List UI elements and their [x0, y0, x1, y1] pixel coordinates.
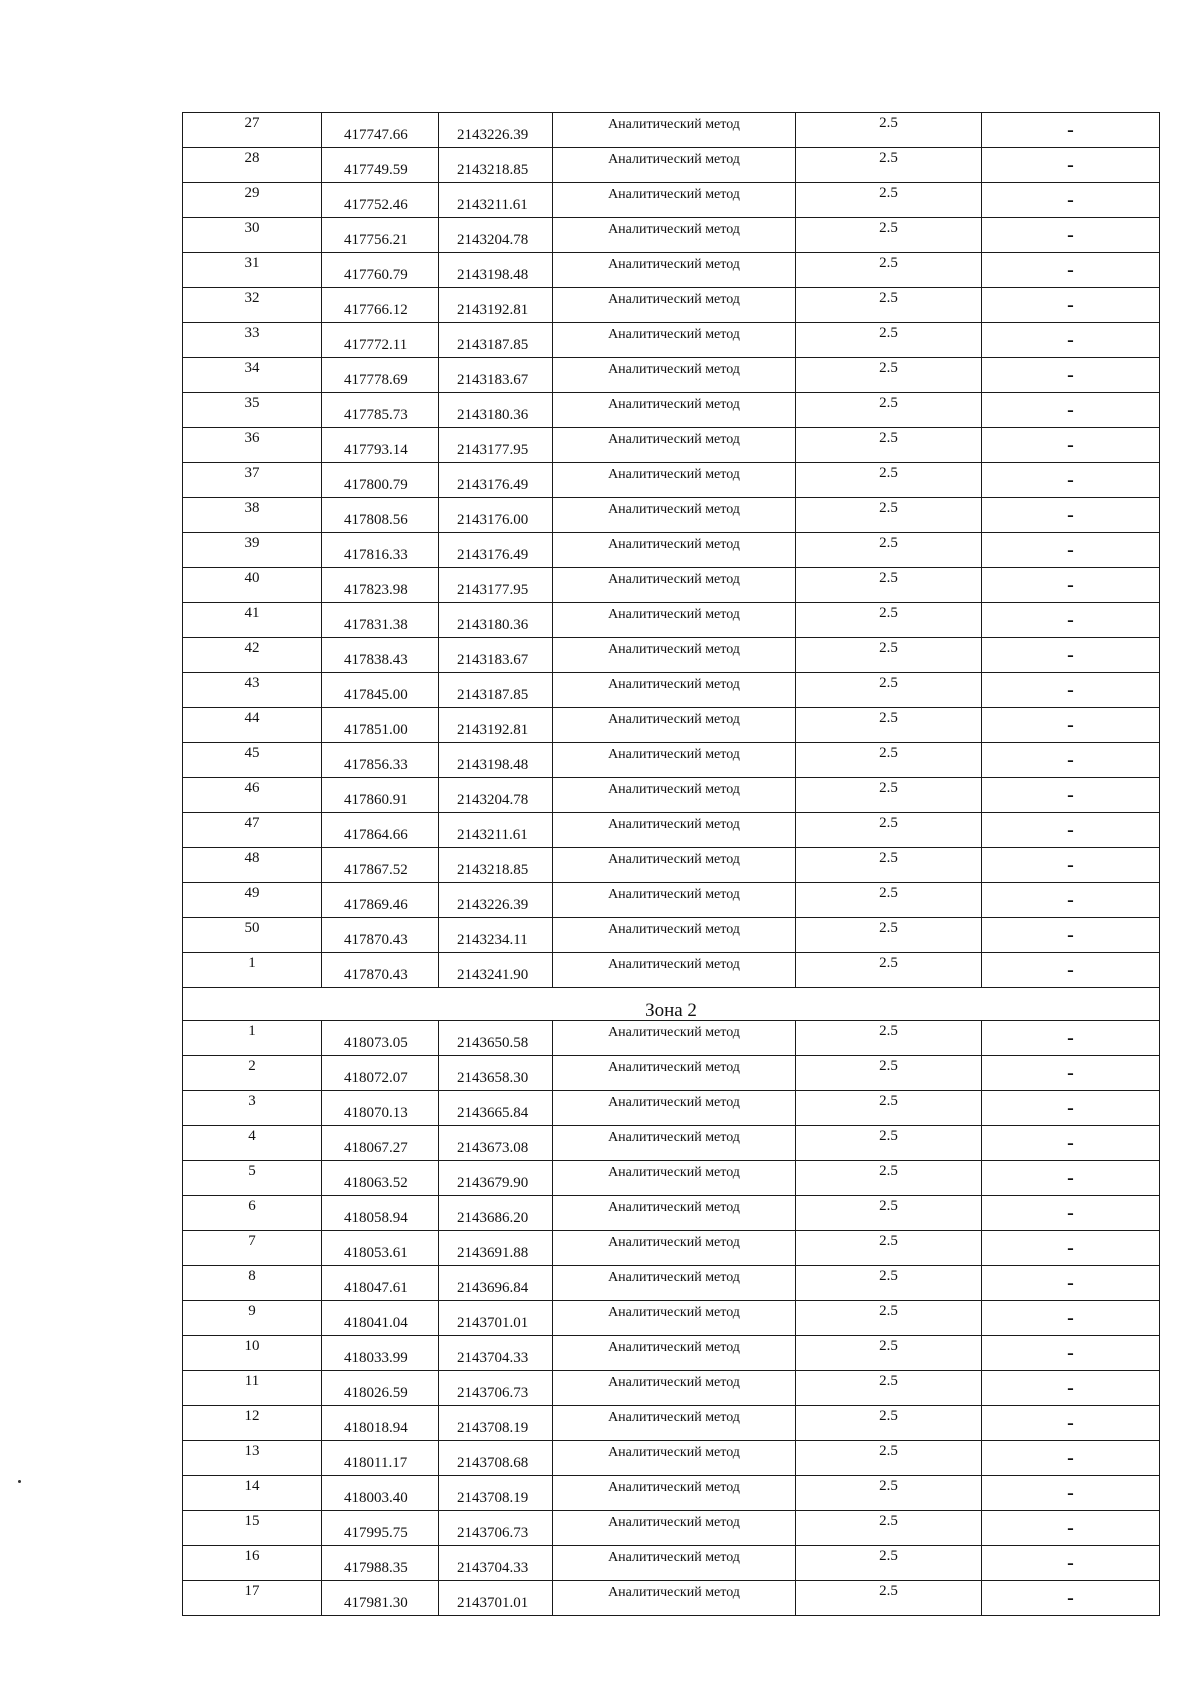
- method-cell: Аналитический метод: [553, 1021, 796, 1056]
- point-number-cell: 35: [183, 393, 322, 428]
- accuracy-cell: 2.5: [796, 638, 982, 673]
- table-row: [183, 778, 1160, 813]
- description-cell: -: [982, 953, 1160, 988]
- point-number-cell: 32: [183, 288, 322, 323]
- accuracy-cell: 2.5: [796, 1441, 982, 1476]
- accuracy-cell: 2.5: [796, 673, 982, 708]
- accuracy-cell: 2.5: [796, 533, 982, 568]
- x-coordinate-cell: 417766.12: [322, 288, 439, 323]
- y-coordinate-cell: 2143218.85: [439, 848, 553, 883]
- description-cell: -: [982, 778, 1160, 813]
- y-coordinate-cell: 2143187.85: [439, 673, 553, 708]
- y-coordinate-cell: 2143177.95: [439, 568, 553, 603]
- point-number-cell: 7: [183, 1231, 322, 1266]
- table-row: [183, 253, 1160, 288]
- x-coordinate-cell: 418053.61: [322, 1231, 439, 1266]
- point-number-cell: 45: [183, 743, 322, 778]
- point-number-cell: 3: [183, 1091, 322, 1126]
- table-row: [183, 183, 1160, 218]
- y-coordinate-cell: 2143650.58: [439, 1021, 553, 1056]
- x-coordinate-cell: 417995.75: [322, 1511, 439, 1546]
- x-coordinate-cell: 417800.79: [322, 463, 439, 498]
- x-coordinate-cell: 417851.00: [322, 708, 439, 743]
- table-row: [183, 883, 1160, 918]
- method-cell: Аналитический метод: [553, 1161, 796, 1196]
- y-coordinate-cell: 2143204.78: [439, 218, 553, 253]
- point-number-cell: 2: [183, 1056, 322, 1091]
- table-row: [183, 1406, 1160, 1441]
- table-row: [183, 1441, 1160, 1476]
- y-coordinate-cell: 2143183.67: [439, 358, 553, 393]
- method-cell: Аналитический метод: [553, 1511, 796, 1546]
- table-row: [183, 218, 1160, 253]
- description-cell: -: [982, 1511, 1160, 1546]
- method-cell: Аналитический метод: [553, 1371, 796, 1406]
- method-cell: Аналитический метод: [553, 533, 796, 568]
- description-cell: -: [982, 498, 1160, 533]
- description-cell: -: [982, 1406, 1160, 1441]
- y-coordinate-cell: 2143696.84: [439, 1266, 553, 1301]
- y-coordinate-cell: 2143708.19: [439, 1476, 553, 1511]
- x-coordinate-cell: 417860.91: [322, 778, 439, 813]
- method-cell: Аналитический метод: [553, 883, 796, 918]
- method-cell: Аналитический метод: [553, 1126, 796, 1161]
- y-coordinate-cell: 2143708.19: [439, 1406, 553, 1441]
- method-cell: Аналитический метод: [553, 1231, 796, 1266]
- x-coordinate-cell: 418041.04: [322, 1301, 439, 1336]
- accuracy-cell: 2.5: [796, 498, 982, 533]
- table-row: [183, 148, 1160, 183]
- y-coordinate-cell: 2143658.30: [439, 1056, 553, 1091]
- method-cell: Аналитический метод: [553, 288, 796, 323]
- x-coordinate-cell: 418011.17: [322, 1441, 439, 1476]
- x-coordinate-cell: 417870.43: [322, 953, 439, 988]
- point-number-cell: 27: [183, 113, 322, 148]
- point-number-cell: 9: [183, 1301, 322, 1336]
- point-number-cell: 38: [183, 498, 322, 533]
- accuracy-cell: 2.5: [796, 603, 982, 638]
- accuracy-cell: 2.5: [796, 428, 982, 463]
- accuracy-cell: 2.5: [796, 148, 982, 183]
- method-cell: Аналитический метод: [553, 1056, 796, 1091]
- method-cell: Аналитический метод: [553, 1336, 796, 1371]
- description-cell: -: [982, 1336, 1160, 1371]
- y-coordinate-cell: 2143226.39: [439, 113, 553, 148]
- y-coordinate-cell: 2143180.36: [439, 393, 553, 428]
- description-cell: -: [982, 813, 1160, 848]
- point-number-cell: 14: [183, 1476, 322, 1511]
- point-number-cell: 36: [183, 428, 322, 463]
- table-row: [183, 918, 1160, 953]
- x-coordinate-cell: 417988.35: [322, 1546, 439, 1581]
- accuracy-cell: 2.5: [796, 288, 982, 323]
- method-cell: Аналитический метод: [553, 463, 796, 498]
- table-row: [183, 1546, 1160, 1581]
- x-coordinate-cell: 418067.27: [322, 1126, 439, 1161]
- x-coordinate-cell: 417816.33: [322, 533, 439, 568]
- accuracy-cell: 2.5: [796, 953, 982, 988]
- accuracy-cell: 2.5: [796, 743, 982, 778]
- point-number-cell: 40: [183, 568, 322, 603]
- accuracy-cell: 2.5: [796, 1301, 982, 1336]
- y-coordinate-cell: 2143226.39: [439, 883, 553, 918]
- method-cell: Аналитический метод: [553, 218, 796, 253]
- point-number-cell: 50: [183, 918, 322, 953]
- table-row: [183, 1126, 1160, 1161]
- method-cell: Аналитический метод: [553, 1476, 796, 1511]
- accuracy-cell: 2.5: [796, 1266, 982, 1301]
- point-number-cell: 33: [183, 323, 322, 358]
- y-coordinate-cell: 2143183.67: [439, 638, 553, 673]
- x-coordinate-cell: 417823.98: [322, 568, 439, 603]
- description-cell: -: [982, 1161, 1160, 1196]
- point-number-cell: 41: [183, 603, 322, 638]
- method-cell: Аналитический метод: [553, 148, 796, 183]
- method-cell: Аналитический метод: [553, 323, 796, 358]
- table-row: [183, 953, 1160, 988]
- method-cell: Аналитический метод: [553, 1546, 796, 1581]
- y-coordinate-cell: 2143679.90: [439, 1161, 553, 1196]
- y-coordinate-cell: 2143706.73: [439, 1511, 553, 1546]
- y-coordinate-cell: 2143211.61: [439, 183, 553, 218]
- x-coordinate-cell: 418072.07: [322, 1056, 439, 1091]
- x-coordinate-cell: 417831.38: [322, 603, 439, 638]
- point-number-cell: 1: [183, 1021, 322, 1056]
- table-row: [183, 1511, 1160, 1546]
- point-number-cell: 16: [183, 1546, 322, 1581]
- table-row: [183, 813, 1160, 848]
- x-coordinate-cell: 418003.40: [322, 1476, 439, 1511]
- description-cell: -: [982, 1231, 1160, 1266]
- description-cell: -: [982, 253, 1160, 288]
- accuracy-cell: 2.5: [796, 1511, 982, 1546]
- description-cell: -: [982, 1266, 1160, 1301]
- y-coordinate-cell: 2143192.81: [439, 288, 553, 323]
- accuracy-cell: 2.5: [796, 1336, 982, 1371]
- y-coordinate-cell: 2143211.61: [439, 813, 553, 848]
- x-coordinate-cell: 418070.13: [322, 1091, 439, 1126]
- x-coordinate-cell: 417752.46: [322, 183, 439, 218]
- x-coordinate-cell: 417749.59: [322, 148, 439, 183]
- y-coordinate-cell: 2143180.36: [439, 603, 553, 638]
- y-coordinate-cell: 2143198.48: [439, 253, 553, 288]
- point-number-cell: 30: [183, 218, 322, 253]
- coordinates-table: [182, 112, 1160, 1616]
- table-row: [183, 463, 1160, 498]
- table-row: [183, 428, 1160, 463]
- accuracy-cell: 2.5: [796, 883, 982, 918]
- description-cell: -: [982, 1581, 1160, 1616]
- table-row: [183, 113, 1160, 148]
- description-cell: -: [982, 358, 1160, 393]
- y-coordinate-cell: 2143708.68: [439, 1441, 553, 1476]
- method-cell: Аналитический метод: [553, 918, 796, 953]
- point-number-cell: 1: [183, 953, 322, 988]
- description-cell: -: [982, 848, 1160, 883]
- description-cell: -: [982, 428, 1160, 463]
- method-cell: Аналитический метод: [553, 813, 796, 848]
- y-coordinate-cell: 2143192.81: [439, 708, 553, 743]
- point-number-cell: 17: [183, 1581, 322, 1616]
- point-number-cell: 8: [183, 1266, 322, 1301]
- y-coordinate-cell: 2143704.33: [439, 1336, 553, 1371]
- table-row: [183, 1476, 1160, 1511]
- accuracy-cell: 2.5: [796, 1406, 982, 1441]
- table-row: [183, 603, 1160, 638]
- table-row: [183, 1091, 1160, 1126]
- x-coordinate-cell: 417778.69: [322, 358, 439, 393]
- zone-title: Зона 2: [183, 988, 1160, 1021]
- table-row: [183, 743, 1160, 778]
- table-row: [183, 393, 1160, 428]
- table-row: [183, 1021, 1160, 1056]
- point-number-cell: 12: [183, 1406, 322, 1441]
- point-number-cell: 39: [183, 533, 322, 568]
- method-cell: Аналитический метод: [553, 393, 796, 428]
- method-cell: Аналитический метод: [553, 183, 796, 218]
- point-number-cell: 31: [183, 253, 322, 288]
- point-number-cell: 34: [183, 358, 322, 393]
- accuracy-cell: 2.5: [796, 463, 982, 498]
- description-cell: -: [982, 1371, 1160, 1406]
- description-cell: -: [982, 603, 1160, 638]
- y-coordinate-cell: 2143176.00: [439, 498, 553, 533]
- table-row: [183, 638, 1160, 673]
- method-cell: Аналитический метод: [553, 743, 796, 778]
- table-row: [183, 1161, 1160, 1196]
- method-cell: Аналитический метод: [553, 638, 796, 673]
- y-coordinate-cell: 2143665.84: [439, 1091, 553, 1126]
- method-cell: Аналитический метод: [553, 428, 796, 463]
- point-number-cell: 29: [183, 183, 322, 218]
- method-cell: Аналитический метод: [553, 1266, 796, 1301]
- y-coordinate-cell: 2143673.08: [439, 1126, 553, 1161]
- accuracy-cell: 2.5: [796, 393, 982, 428]
- method-cell: Аналитический метод: [553, 253, 796, 288]
- description-cell: -: [982, 1476, 1160, 1511]
- method-cell: Аналитический метод: [553, 708, 796, 743]
- point-number-cell: 6: [183, 1196, 322, 1231]
- method-cell: Аналитический метод: [553, 603, 796, 638]
- accuracy-cell: 2.5: [796, 1196, 982, 1231]
- description-cell: -: [982, 708, 1160, 743]
- method-cell: Аналитический метод: [553, 498, 796, 533]
- accuracy-cell: 2.5: [796, 218, 982, 253]
- description-cell: -: [982, 183, 1160, 218]
- accuracy-cell: 2.5: [796, 1126, 982, 1161]
- accuracy-cell: 2.5: [796, 183, 982, 218]
- x-coordinate-cell: 417808.56: [322, 498, 439, 533]
- accuracy-cell: 2.5: [796, 813, 982, 848]
- y-coordinate-cell: 2143218.85: [439, 148, 553, 183]
- y-coordinate-cell: 2143701.01: [439, 1581, 553, 1616]
- point-number-cell: 37: [183, 463, 322, 498]
- accuracy-cell: 2.5: [796, 1476, 982, 1511]
- y-coordinate-cell: 2143706.73: [439, 1371, 553, 1406]
- accuracy-cell: 2.5: [796, 1231, 982, 1266]
- x-coordinate-cell: 418058.94: [322, 1196, 439, 1231]
- table-row: [183, 1196, 1160, 1231]
- method-cell: Аналитический метод: [553, 953, 796, 988]
- description-cell: -: [982, 533, 1160, 568]
- description-cell: -: [982, 1091, 1160, 1126]
- table-row: [183, 358, 1160, 393]
- y-coordinate-cell: 2143176.49: [439, 533, 553, 568]
- accuracy-cell: 2.5: [796, 1161, 982, 1196]
- x-coordinate-cell: 418018.94: [322, 1406, 439, 1441]
- x-coordinate-cell: 418047.61: [322, 1266, 439, 1301]
- method-cell: Аналитический метод: [553, 568, 796, 603]
- method-cell: Аналитический метод: [553, 673, 796, 708]
- table-row: [183, 1231, 1160, 1266]
- y-coordinate-cell: 2143686.20: [439, 1196, 553, 1231]
- accuracy-cell: 2.5: [796, 323, 982, 358]
- table-row: [183, 1056, 1160, 1091]
- x-coordinate-cell: 417785.73: [322, 393, 439, 428]
- description-cell: -: [982, 148, 1160, 183]
- table-row: [183, 533, 1160, 568]
- method-cell: Аналитический метод: [553, 1581, 796, 1616]
- table-row: [183, 708, 1160, 743]
- point-number-cell: 5: [183, 1161, 322, 1196]
- y-coordinate-cell: 2143691.88: [439, 1231, 553, 1266]
- method-cell: Аналитический метод: [553, 778, 796, 813]
- description-cell: -: [982, 113, 1160, 148]
- description-cell: -: [982, 1441, 1160, 1476]
- table-row: [183, 1371, 1160, 1406]
- point-number-cell: 11: [183, 1371, 322, 1406]
- x-coordinate-cell: 417845.00: [322, 673, 439, 708]
- table-row: [183, 1336, 1160, 1371]
- description-cell: -: [982, 743, 1160, 778]
- x-coordinate-cell: 418063.52: [322, 1161, 439, 1196]
- x-coordinate-cell: 418026.59: [322, 1371, 439, 1406]
- method-cell: Аналитический метод: [553, 1196, 796, 1231]
- accuracy-cell: 2.5: [796, 1056, 982, 1091]
- table-row: [183, 568, 1160, 603]
- accuracy-cell: 2.5: [796, 1371, 982, 1406]
- description-cell: -: [982, 1021, 1160, 1056]
- description-cell: -: [982, 1196, 1160, 1231]
- point-number-cell: 10: [183, 1336, 322, 1371]
- accuracy-cell: 2.5: [796, 918, 982, 953]
- point-number-cell: 44: [183, 708, 322, 743]
- description-cell: -: [982, 918, 1160, 953]
- method-cell: Аналитический метод: [553, 358, 796, 393]
- description-cell: -: [982, 463, 1160, 498]
- method-cell: Аналитический метод: [553, 848, 796, 883]
- description-cell: -: [982, 883, 1160, 918]
- accuracy-cell: 2.5: [796, 113, 982, 148]
- point-number-cell: 15: [183, 1511, 322, 1546]
- description-cell: -: [982, 1301, 1160, 1336]
- description-cell: -: [982, 1056, 1160, 1091]
- y-coordinate-cell: 2143176.49: [439, 463, 553, 498]
- point-number-cell: 13: [183, 1441, 322, 1476]
- description-cell: -: [982, 288, 1160, 323]
- point-number-cell: 46: [183, 778, 322, 813]
- description-cell: -: [982, 218, 1160, 253]
- scan-speck: [18, 1480, 21, 1483]
- method-cell: Аналитический метод: [553, 113, 796, 148]
- accuracy-cell: 2.5: [796, 778, 982, 813]
- accuracy-cell: 2.5: [796, 708, 982, 743]
- table-row: [183, 848, 1160, 883]
- y-coordinate-cell: 2143198.48: [439, 743, 553, 778]
- point-number-cell: 43: [183, 673, 322, 708]
- table-row: [183, 1266, 1160, 1301]
- table-row: [183, 323, 1160, 358]
- description-cell: -: [982, 393, 1160, 428]
- x-coordinate-cell: 417864.66: [322, 813, 439, 848]
- table-row: [183, 1301, 1160, 1336]
- method-cell: Аналитический метод: [553, 1441, 796, 1476]
- accuracy-cell: 2.5: [796, 1091, 982, 1126]
- description-cell: -: [982, 568, 1160, 603]
- y-coordinate-cell: 2143234.11: [439, 918, 553, 953]
- x-coordinate-cell: 418073.05: [322, 1021, 439, 1056]
- y-coordinate-cell: 2143704.33: [439, 1546, 553, 1581]
- accuracy-cell: 2.5: [796, 358, 982, 393]
- x-coordinate-cell: 417756.21: [322, 218, 439, 253]
- accuracy-cell: 2.5: [796, 568, 982, 603]
- description-cell: -: [982, 323, 1160, 358]
- y-coordinate-cell: 2143187.85: [439, 323, 553, 358]
- coordinates-table-body: [183, 113, 1160, 1616]
- x-coordinate-cell: 417869.46: [322, 883, 439, 918]
- accuracy-cell: 2.5: [796, 253, 982, 288]
- accuracy-cell: 2.5: [796, 1581, 982, 1616]
- point-number-cell: 4: [183, 1126, 322, 1161]
- method-cell: Аналитический метод: [553, 1091, 796, 1126]
- table-row: [183, 498, 1160, 533]
- zone-header-row: [183, 988, 1160, 1021]
- description-cell: -: [982, 638, 1160, 673]
- y-coordinate-cell: 2143241.90: [439, 953, 553, 988]
- method-cell: Аналитический метод: [553, 1301, 796, 1336]
- y-coordinate-cell: 2143204.78: [439, 778, 553, 813]
- method-cell: Аналитический метод: [553, 1406, 796, 1441]
- x-coordinate-cell: 417772.11: [322, 323, 439, 358]
- x-coordinate-cell: 417793.14: [322, 428, 439, 463]
- point-number-cell: 28: [183, 148, 322, 183]
- y-coordinate-cell: 2143177.95: [439, 428, 553, 463]
- description-cell: -: [982, 1126, 1160, 1161]
- x-coordinate-cell: 417981.30: [322, 1581, 439, 1616]
- point-number-cell: 47: [183, 813, 322, 848]
- accuracy-cell: 2.5: [796, 1546, 982, 1581]
- accuracy-cell: 2.5: [796, 1021, 982, 1056]
- point-number-cell: 42: [183, 638, 322, 673]
- x-coordinate-cell: 418033.99: [322, 1336, 439, 1371]
- x-coordinate-cell: 417838.43: [322, 638, 439, 673]
- point-number-cell: 49: [183, 883, 322, 918]
- description-cell: -: [982, 1546, 1160, 1581]
- point-number-cell: 48: [183, 848, 322, 883]
- accuracy-cell: 2.5: [796, 848, 982, 883]
- table-row: [183, 673, 1160, 708]
- x-coordinate-cell: 417867.52: [322, 848, 439, 883]
- table-row: [183, 1581, 1160, 1616]
- table-row: [183, 288, 1160, 323]
- x-coordinate-cell: 417856.33: [322, 743, 439, 778]
- x-coordinate-cell: 417760.79: [322, 253, 439, 288]
- x-coordinate-cell: 417870.43: [322, 918, 439, 953]
- description-cell: -: [982, 673, 1160, 708]
- x-coordinate-cell: 417747.66: [322, 113, 439, 148]
- y-coordinate-cell: 2143701.01: [439, 1301, 553, 1336]
